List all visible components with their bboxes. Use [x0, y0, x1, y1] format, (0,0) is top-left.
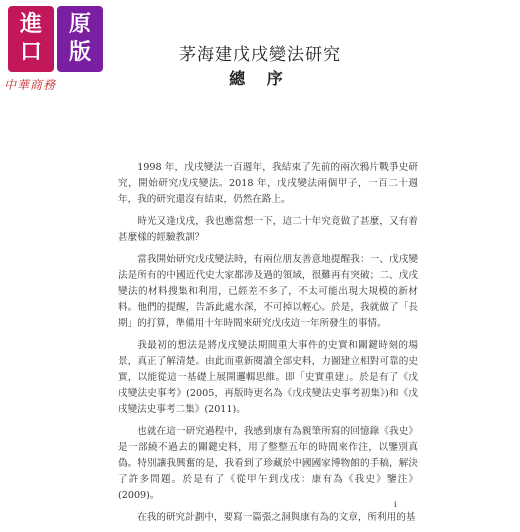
- badge-char: 原: [68, 12, 91, 37]
- page-number: i: [394, 500, 397, 509]
- paragraph: 我最初的想法是將戊戌變法期間重大事件的史實和關鍵時刻的場景，真正了解清楚。由此而重新閱讀全部史料，力圖建立相對可靠的史實，以能從這一基礎上展開邏輯思維。即「史實重建」。於是有了《戊戌變法史事考》(2005，再版時更名為《戊戌變法史事考初集》)和《戊戌變法史事考二集》(2011)。: [118, 340, 418, 415]
- paragraph: 當我開始研究戊戌變法時，有兩位朋友善意地提醒我：一、戊戌變法是所有的中國近代史大家都涉及過的領域，很難再有突破；二、戊戌變法的材料搜集和利用，已經差不多了，不太可能出現大規模的新材料。他們的提醒，告訴此處水深，不可掉以輕心。於是，我就做了「長期」的打算，準備用十年時間來研究戊戌這一年所發生的事情。: [118, 254, 418, 329]
- document-body: [118, 160, 418, 532]
- paragraph: 時光又逢戊戌，我也應當想一下，這二十年究竟做了甚麼，又有着甚麼樣的經驗教訓？: [118, 216, 418, 243]
- badge-char: 版: [68, 40, 91, 65]
- paragraph: 也就在這一研究過程中，我感到康有為親筆所寫的回憶錄《我史》是一部繞不過去的關鍵史料，用了整整五年的時間來作注，以鑒別真偽。特別讓我興奮的是，我看到了珍藏於中國國家博物館的手稿，解決了許多問題。於是有了《從甲午到戊戌：康有為《我史》鑒注》(2009)。: [118, 426, 418, 501]
- paragraph: 在我的研究計劃中，要寫一篇張之洞與康有為的文章，所利用的基: [137, 512, 416, 523]
- badge-char: 口: [19, 40, 42, 65]
- publisher-logo: 中華商務: [4, 78, 57, 92]
- paragraph: 1998 年，戊戌變法一百週年，我結束了先前的兩次鴉片戰爭史研究，開始研究戊戌變法。2018 年，戊戌變法兩個甲子，一百二十週年，我的研究還沒有結束，仍然在路上。: [118, 162, 418, 205]
- badge-char: 進: [19, 12, 42, 37]
- document-title: 茅海建戊戌變法研究: [179, 45, 341, 65]
- document-subtitle: 總 序: [229, 69, 291, 88]
